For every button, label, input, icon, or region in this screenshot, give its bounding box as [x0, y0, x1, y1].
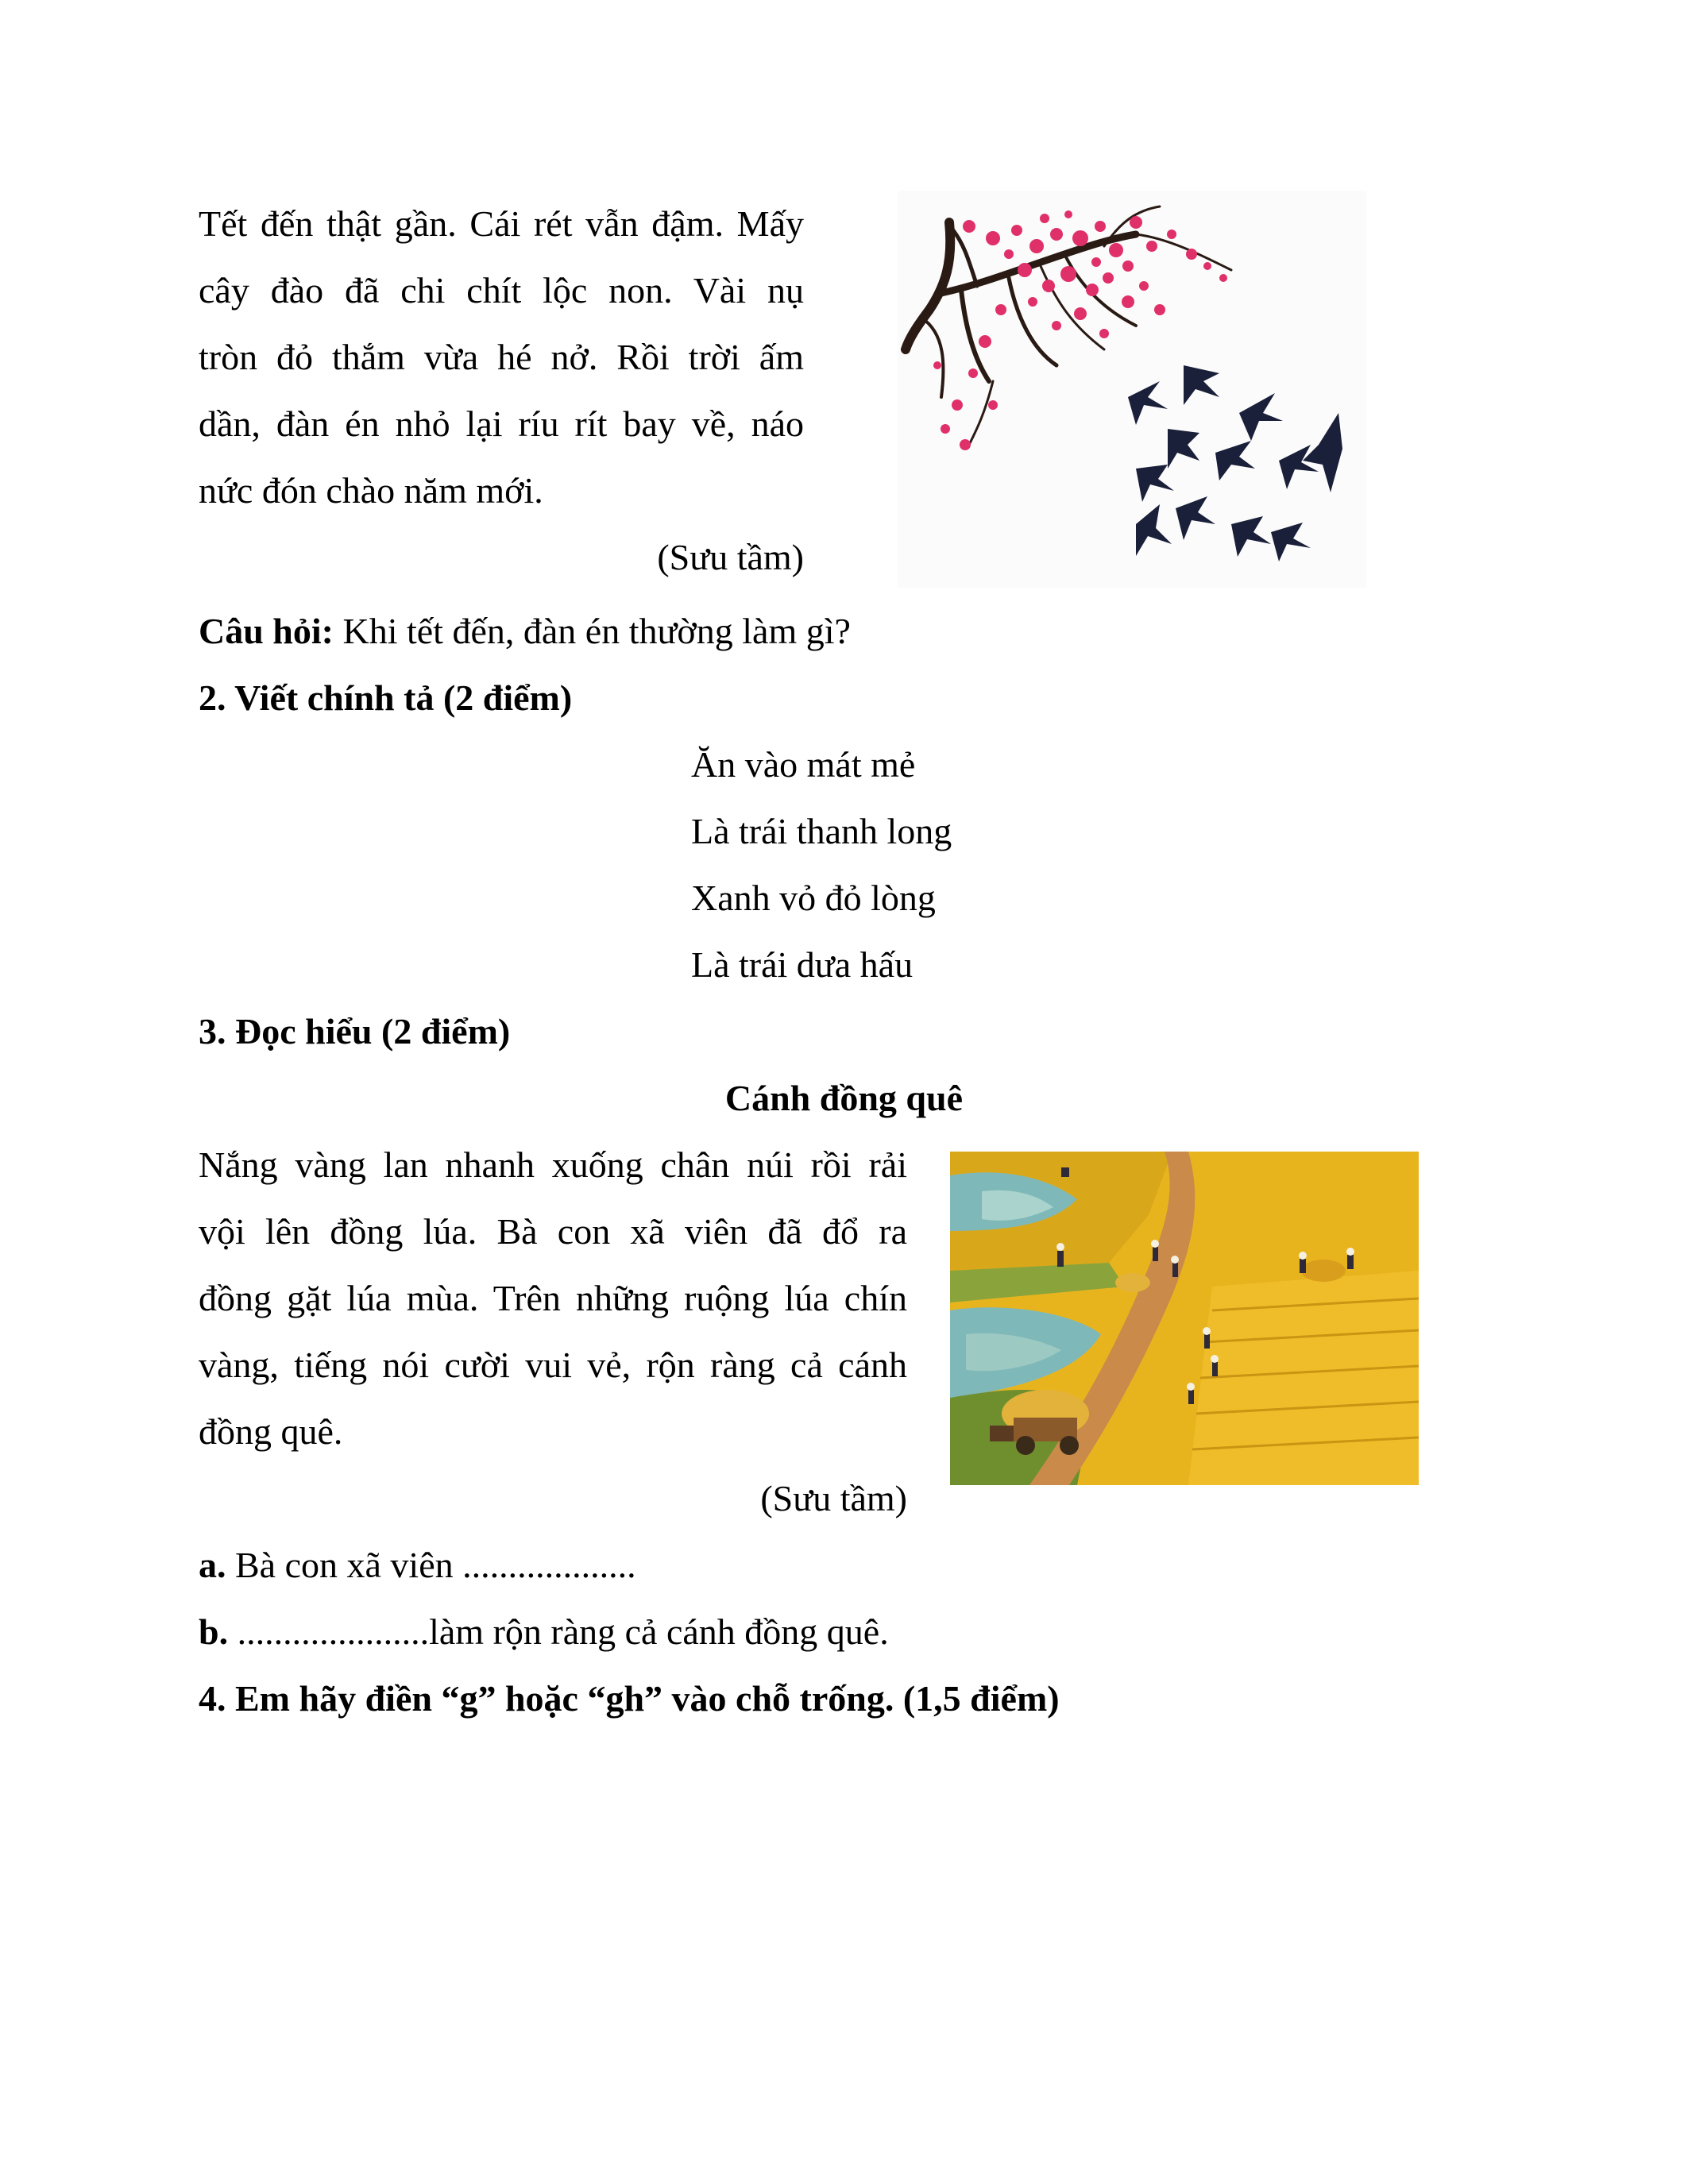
- question-a-label: a.: [199, 1545, 226, 1585]
- question-text: Khi tết đến, đàn én thường làm gì?: [333, 611, 851, 651]
- poem-line-2: Là trái thanh long: [691, 811, 952, 851]
- reading-line-5: đồng quê.: [199, 1411, 343, 1452]
- passage1-line-5: nức đón chào năm mới.: [199, 470, 543, 511]
- reading-line-1: Nắng vàng lan nhanh xuống chân núi rồi rải: [199, 1144, 907, 1185]
- section2-heading: 2. Viết chính tả (2 điểm): [199, 677, 573, 718]
- passage1-line-4: dần, đàn én nhỏ lại ríu rít bay về, náo: [199, 403, 804, 444]
- poem-line-1: Ăn vào mát mẻ: [691, 744, 916, 785]
- question-b-text: .....................làm rộn ràng cả cánh đồng quê.: [228, 1611, 889, 1652]
- question-b: [199, 1608, 889, 1656]
- section4-heading: 4. Em hãy điền “g” hoặc “gh” vào chỗ trống. (1,5 điểm): [199, 1678, 1060, 1719]
- peach-blossom-swallows-image: [898, 191, 1366, 588]
- question-label: Câu hỏi:: [199, 611, 334, 651]
- question-a-text: Bà con xã viên ...................: [226, 1545, 636, 1585]
- passage1-line-3: tròn đỏ thắm vừa hé nở. Rồi trời ấm: [199, 337, 804, 377]
- question-line: [199, 608, 851, 655]
- reading-line-4: vàng, tiếng nói cười vui vẻ, rộn ràng cả cánh: [199, 1345, 907, 1385]
- poem-line-3: Xanh vỏ đỏ lòng: [691, 878, 936, 918]
- passage1-line-2: cây đào đã chi chít lộc non. Vài nụ: [199, 270, 804, 311]
- passage1-line-1: Tết đến thật gần. Cái rét vẫn đậm. Mấy: [199, 203, 804, 244]
- passage1-source: (Sưu tầm): [657, 537, 804, 577]
- reading-line-3: đồng gặt lúa mùa. Trên những ruộng lúa chín: [199, 1278, 907, 1318]
- section3-heading: 3. Đọc hiểu (2 điểm): [199, 1011, 511, 1051]
- rice-field-image: [950, 1152, 1419, 1485]
- question-b-label: b.: [199, 1611, 229, 1652]
- reading-title: Cánh đồng quê: [724, 1078, 963, 1118]
- reading-line-2: vội lên đồng lúa. Bà con xã viên đã đổ ra: [199, 1211, 907, 1252]
- question-a: [199, 1542, 636, 1589]
- reading-source: (Sưu tầm): [760, 1478, 907, 1518]
- poem-line-4: Là trái dưa hấu: [691, 944, 914, 985]
